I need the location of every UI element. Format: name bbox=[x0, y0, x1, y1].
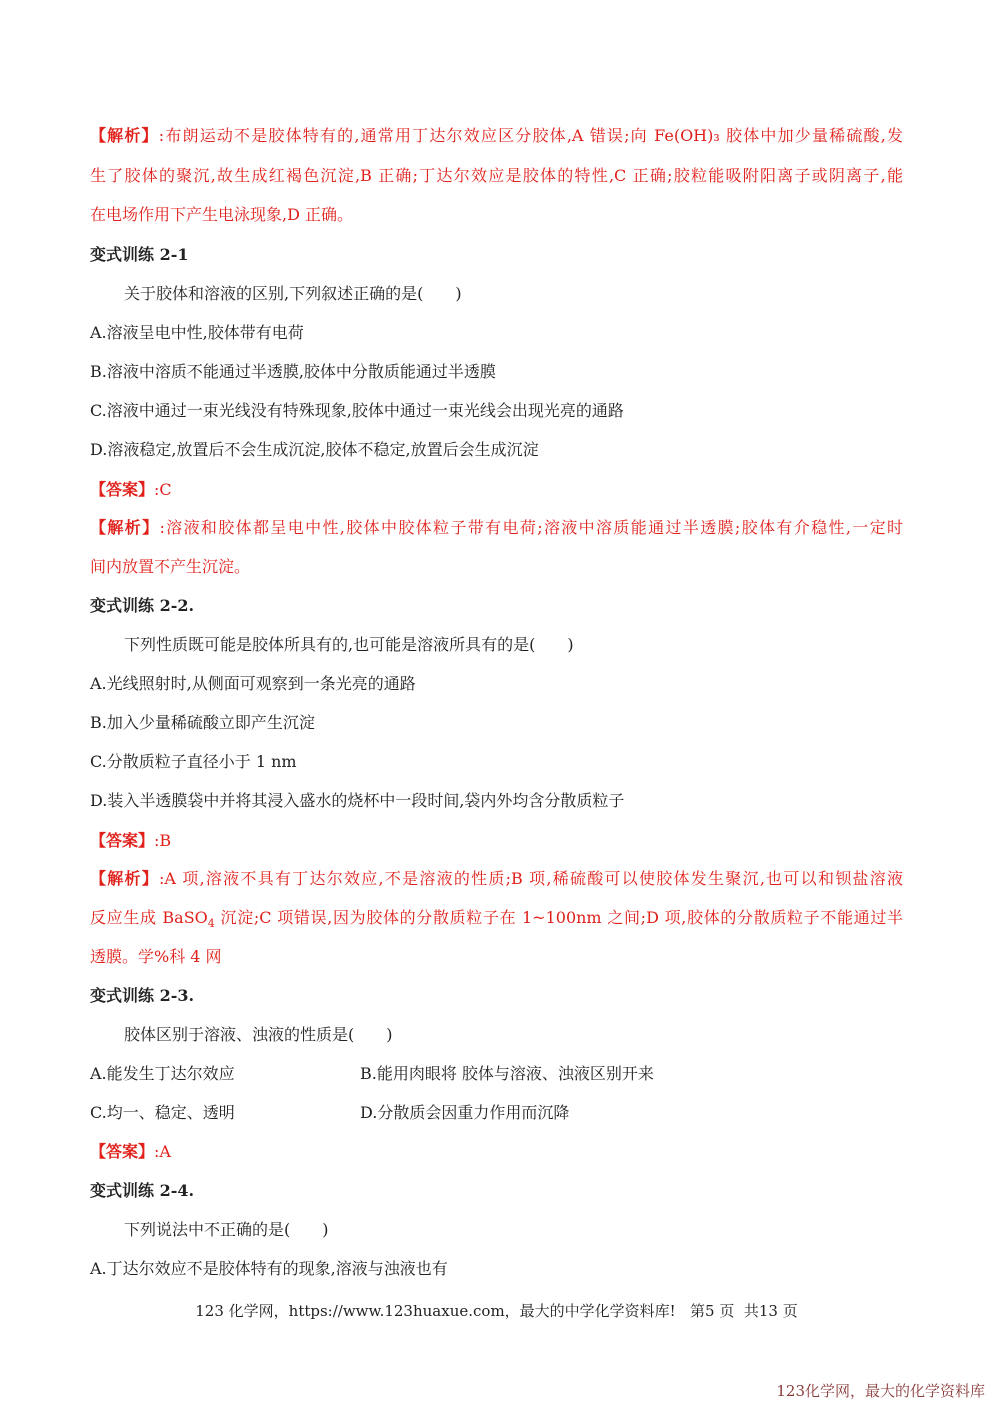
answer-2-1: 【答案】:C bbox=[90, 480, 172, 499]
option-c-2-3: C.均一、稳定、透明 bbox=[90, 1103, 235, 1122]
option-d-2-1: D.溶液稳定,放置后不会生成沉淀,胶体不稳定,放置后会生成沉淀 bbox=[90, 440, 539, 459]
option-b-2-1: B.溶液中溶质不能通过半透膜,胶体中分散质能通过半透膜 bbox=[90, 362, 496, 381]
question-stem-2-2: 下列性质既可能是胶体所具有的,也可能是溶液所具有的是( ) bbox=[124, 635, 574, 654]
analysis-2-2-line-3: 透膜。学%科 4 网 bbox=[90, 947, 222, 966]
exercise-title-2-4: 变式训练 2-4. bbox=[90, 1181, 195, 1200]
option-a-2-4: A.丁达尔效应不是胶体特有的现象,溶液与浊液也有 bbox=[90, 1259, 448, 1278]
answer-2-2: 【答案】:B bbox=[90, 831, 172, 850]
question-stem-2-1: 关于胶体和溶液的区别,下列叙述正确的是( ) bbox=[124, 284, 462, 303]
option-d-2-2: D.装入半透膜袋中并将其浸入盛水的烧杯中一段时间,袋内外均含分散质粒子 bbox=[90, 791, 625, 810]
option-a-2-1: A.溶液呈电中性,胶体带有电荷 bbox=[90, 323, 304, 342]
page-footer bbox=[0, 1300, 993, 1321]
option-b-2-3: B.能用肉眼将 胶体与溶液、浊液区别开来 bbox=[360, 1064, 654, 1083]
option-b-2-2: B.加入少量稀硫酸立即产生沉淀 bbox=[90, 713, 315, 732]
answer-2-3: 【答案】:A bbox=[90, 1142, 171, 1161]
page-number: 第5 页 共13 页 bbox=[690, 1302, 798, 1320]
analysis-label: 【解析】 bbox=[90, 126, 159, 145]
option-d-2-3: D.分散质会因重力作用而沉降 bbox=[360, 1103, 570, 1122]
option-c-2-2: C.分散质粒子直径小于 1 nm bbox=[90, 752, 297, 771]
exercise-title-2-2: 变式训练 2-2. bbox=[90, 596, 195, 615]
option-a-2-3: A.能发生丁达尔效应 bbox=[90, 1064, 235, 1083]
watermark: 123化学网，最大的化学资料库 bbox=[776, 1382, 985, 1400]
footer-site-text: 123 化学网，https://www.123huaxue.com，最大的中学化学资料库! bbox=[195, 1302, 676, 1320]
question-stem-2-3: 胶体区别于溶液、浊液的性质是( ) bbox=[124, 1025, 393, 1044]
option-c-2-1: C.溶液中通过一束光线没有特殊现象,胶体中通过一束光线会出现光亮的通路 bbox=[90, 401, 624, 420]
analysis-2-2-line-1: 【解析】:A 项,溶液不具有丁达尔效应,不是溶液的性质;B 项,稀硫酸可以使胶体发生聚沉,也可以和钡盐溶液 bbox=[90, 869, 903, 888]
analysis-line-3: 在电场作用下产生电泳现象,D 正确。 bbox=[90, 205, 354, 224]
analysis-2-1-line-1: 【解析】:溶液和胶体都呈电中性,胶体中胶体粒子带有电荷;溶液中溶质能通过半透膜;胶体有介稳性,一定时 bbox=[90, 518, 903, 537]
exercise-title-2-1: 变式训练 2-1 bbox=[90, 245, 189, 264]
analysis-line-2: 生了胶体的聚沉,故生成红褐色沉淀,B 正确;丁达尔效应是胶体的特性,C 正确;胶粒能吸附阳离子或阴离子,能 bbox=[90, 166, 903, 185]
question-stem-2-4: 下列说法中不正确的是( ) bbox=[124, 1220, 329, 1239]
analysis-2-1-line-2: 间内放置不产生沉淀。 bbox=[90, 557, 251, 576]
analysis-line-1: 【解析】:布朗运动不是胶体特有的,通常用丁达尔效应区分胶体,A 错误;向 Fe(OH)₃ 胶体中加少量稀硫酸,发 bbox=[90, 126, 903, 145]
exercise-title-2-3: 变式训练 2-3. bbox=[90, 986, 195, 1005]
option-a-2-2: A.光线照射时,从侧面可观察到一条光亮的通路 bbox=[90, 674, 416, 693]
analysis-2-2-line-2: 反应生成 BaSO$_4$ 沉淀;C 项错误,因为胶体的分散质粒子在 1~100nm 之间;D 项,胶体的分散质粒子不能通过半 bbox=[90, 908, 903, 931]
